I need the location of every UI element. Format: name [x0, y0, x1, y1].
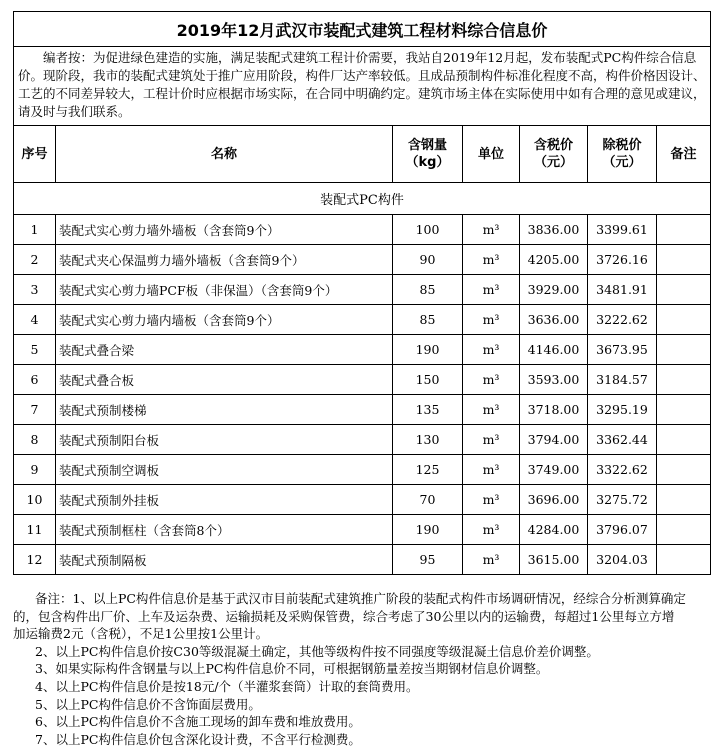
cell-name: 装配式预制阳台板 — [56, 425, 393, 455]
table-header — [14, 126, 711, 183]
cell-seq: 5 — [14, 335, 56, 365]
note-1: 备注：1、以上PC构件信息价是基于武汉市目前装配式建筑推广阶段的装配式构件市场调研情况，经综合分析测算确定的，包含构件出厂价、上车及运杂费、运输损耗及采购保管费，综合考虑了30公里以内的运输费，每超过1公里每立方增加运输费2元（含税），不足1公里按1公里计。 — [13, 591, 686, 642]
cell-steel: 85 — [393, 275, 463, 305]
note-6: 6、以上PC构件信息价不含施工现场的卸车费和堆放费用。 — [35, 714, 361, 730]
cell-tax-in: 3929.00 — [520, 275, 588, 305]
price-table — [13, 11, 711, 575]
header-remark: 备注 — [657, 126, 711, 183]
cell-steel: 190 — [393, 515, 463, 545]
cell-tax-ex: 3295.19 — [588, 395, 657, 425]
cell-steel: 85 — [393, 305, 463, 335]
table-row — [14, 395, 711, 425]
cell-tax-in: 3749.00 — [520, 455, 588, 485]
cell-tax-in: 3718.00 — [520, 395, 588, 425]
cell-tax-ex: 3184.57 — [588, 365, 657, 395]
header-seq: 序号 — [14, 126, 56, 183]
header-tax-in — [520, 126, 588, 183]
cell-tax-in: 4205.00 — [520, 245, 588, 275]
cell-steel: 100 — [393, 215, 463, 245]
table-row — [14, 245, 711, 275]
cell-name: 装配式预制空调板 — [56, 455, 393, 485]
cell-tax-ex: 3204.03 — [588, 545, 657, 575]
cell-unit: m³ — [463, 395, 520, 425]
cell-unit: m³ — [463, 425, 520, 455]
cell-steel: 190 — [393, 335, 463, 365]
cell-remark — [657, 395, 711, 425]
cell-tax-ex: 3362.44 — [588, 425, 657, 455]
cell-unit: m³ — [463, 455, 520, 485]
cell-unit: m³ — [463, 275, 520, 305]
cell-unit: m³ — [463, 335, 520, 365]
header-name: 名称 — [56, 126, 393, 183]
cell-tax-in: 3593.00 — [520, 365, 588, 395]
cell-steel: 70 — [393, 485, 463, 515]
cell-remark — [657, 515, 711, 545]
cell-tax-ex: 3726.16 — [588, 245, 657, 275]
cell-remark — [657, 335, 711, 365]
note-4: 4、以上PC构件信息价是按18元/个（半灌浆套筒）计取的套筒费用。 — [35, 678, 419, 694]
cell-tax-ex: 3673.95 — [588, 335, 657, 365]
cell-name: 装配式预制隔板 — [56, 545, 393, 575]
cell-tax-in: 3636.00 — [520, 305, 588, 335]
cell-seq: 1 — [14, 215, 56, 245]
cell-remark — [657, 245, 711, 275]
cell-steel: 95 — [393, 545, 463, 575]
note-3: 3、如果实际构件含钢量与以上PC构件信息价不同，可根据钢筋量差按当期钢材信息价调整。 — [35, 661, 549, 677]
header-tax-in-line2: （元） — [533, 155, 573, 170]
header-tax-ex-line1: 除税价 — [602, 138, 642, 153]
header-steel — [393, 126, 463, 183]
table-row — [14, 275, 711, 305]
table-row — [14, 365, 711, 395]
cell-unit: m³ — [463, 245, 520, 275]
cell-tax-ex: 3275.72 — [588, 485, 657, 515]
cell-name: 装配式实心剪力墙内墙板（含套筒9个） — [56, 305, 393, 335]
cell-remark — [657, 455, 711, 485]
table-row — [14, 335, 711, 365]
note-7: 7、以上PC构件信息价包含深化设计费，不含平行检测费。 — [35, 731, 361, 747]
cell-seq: 10 — [14, 485, 56, 515]
cell-tax-in: 4146.00 — [520, 335, 588, 365]
cell-unit: m³ — [463, 215, 520, 245]
header-tax-ex — [588, 126, 657, 183]
cell-seq: 3 — [14, 275, 56, 305]
cell-name: 装配式预制外挂板 — [56, 485, 393, 515]
cell-unit: m³ — [463, 545, 520, 575]
cell-steel: 130 — [393, 425, 463, 455]
table-body — [14, 215, 711, 575]
note-2: 2、以上PC构件信息价按C30等级混凝土确定，其他等级构件按不同强度等级混凝土信息价差价调整。 — [35, 643, 599, 659]
cell-name: 装配式叠合梁 — [56, 335, 393, 365]
cell-unit: m³ — [463, 485, 520, 515]
table-row — [14, 215, 711, 245]
cell-tax-ex: 3796.07 — [588, 515, 657, 545]
table-row — [14, 455, 711, 485]
cell-seq: 7 — [14, 395, 56, 425]
cell-seq: 4 — [14, 305, 56, 335]
cell-unit: m³ — [463, 365, 520, 395]
cell-tax-ex: 3481.91 — [588, 275, 657, 305]
cell-unit: m³ — [463, 515, 520, 545]
cell-remark — [657, 275, 711, 305]
page-title: 2019年12月武汉市装配式建筑工程材料综合信息价 — [14, 12, 711, 47]
cell-remark — [657, 485, 711, 515]
cell-seq: 8 — [14, 425, 56, 455]
cell-seq: 12 — [14, 545, 56, 575]
cell-tax-in: 3836.00 — [520, 215, 588, 245]
cell-tax-ex: 3322.62 — [588, 455, 657, 485]
cell-name: 装配式实心剪力墙外墙板（含套筒9个） — [56, 215, 393, 245]
cell-tax-in: 3696.00 — [520, 485, 588, 515]
cell-remark — [657, 545, 711, 575]
cell-seq: 9 — [14, 455, 56, 485]
cell-tax-ex: 3399.61 — [588, 215, 657, 245]
cell-unit: m³ — [463, 305, 520, 335]
table-row — [14, 485, 711, 515]
category-row: 装配式PC构件 — [14, 183, 711, 215]
cell-remark — [657, 425, 711, 455]
header-steel-line1: 含钢量 — [407, 138, 447, 153]
cell-seq: 6 — [14, 365, 56, 395]
cell-tax-in: 3615.00 — [520, 545, 588, 575]
cell-name: 装配式夹心保温剪力墙外墙板（含套筒9个） — [56, 245, 393, 275]
cell-tax-in: 3794.00 — [520, 425, 588, 455]
header-tax-ex-line2: （元） — [602, 155, 642, 170]
notes-section — [13, 590, 686, 748]
header-tax-in-line1: 含税价 — [533, 138, 573, 153]
table-row — [14, 425, 711, 455]
table-row — [14, 305, 711, 335]
cell-seq: 11 — [14, 515, 56, 545]
cell-tax-in: 4284.00 — [520, 515, 588, 545]
header-unit: 单位 — [463, 126, 520, 183]
cell-name: 装配式预制楼梯 — [56, 395, 393, 425]
cell-remark — [657, 305, 711, 335]
cell-steel: 135 — [393, 395, 463, 425]
cell-remark — [657, 215, 711, 245]
table-row — [14, 545, 711, 575]
note-5: 5、以上PC构件信息价不含饰面层费用。 — [35, 696, 261, 712]
editor-note: 编者按：为促进绿色建造的实施，满足装配式建筑工程计价需要，我站自2019年12月起，发布装配式PC构件综合信息价。现阶段，我市的装配式建筑处于推广应用阶段，构件厂达产率较低。且成品预制构件标准化程度不高，构件价格因设计、工艺的不同差异较大，工程计价时应根据市场实际，在合同中明确约定。建筑市场主体在实际使用中如有合理的意见或建议，请及时与我们联系。 — [14, 47, 711, 126]
cell-tax-ex: 3222.62 — [588, 305, 657, 335]
table-row — [14, 515, 711, 545]
cell-steel: 125 — [393, 455, 463, 485]
cell-name: 装配式实心剪力墙PCF板（非保温）（含套筒9个） — [56, 275, 393, 305]
cell-name: 装配式叠合板 — [56, 365, 393, 395]
header-steel-line2: （kg） — [405, 155, 450, 170]
cell-remark — [657, 365, 711, 395]
cell-steel: 150 — [393, 365, 463, 395]
cell-seq: 2 — [14, 245, 56, 275]
cell-steel: 90 — [393, 245, 463, 275]
cell-name: 装配式预制框柱（含套筒8个） — [56, 515, 393, 545]
